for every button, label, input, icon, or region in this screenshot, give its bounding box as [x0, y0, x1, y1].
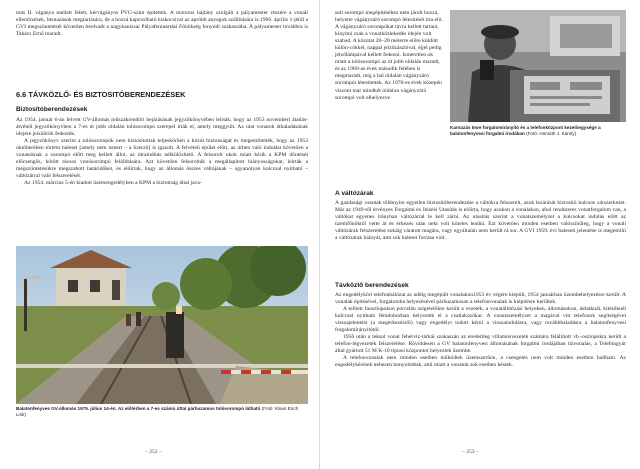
tavkozlo-paragraph-2: A telített faoszlopokon porcelán szigetelőkre került a vezeték, a vonatállítózási helyeken, állomásokon, deltáknál, kitérőknél kulccsal nyitható fémdobozban helyezték el a csatlakozókat. A vonatszemélyzet a magával vitt telefonok segítségével visszajelentést (a megérkezésről) vagy engedélyt tudott kérni a visszaindulásra, vagy továbbhaladásra a balatonfenyvesi forgalomirányítótól. [335, 306, 626, 334]
operator-photo [450, 10, 626, 122]
intro-paragraph-block [16, 10, 308, 38]
subheading-biztositoberendezesek: Biztosítóberendezések [16, 106, 88, 113]
left-photo-credit: (Fotó: Klaus Erich Link) [16, 406, 299, 417]
right-body-block-2 [335, 292, 626, 370]
valtozarak-paragraph: A gazdasági vasutak többnyire egyetlen biztosítóberendezése a váltókra felszerelt, azok lezárását biztosító kulcsos zárszerkezet. Már az 1949-től érvényes Forgalmi és Jelzési Utasítás is előírta, hogy azokon a vonalakon, ahol rendszeres vonatforgalom van, a váltókat egyenes irányban váltózárral le kell zárni. Az utasítás szerint a vonatszemélyzet a kulcsokat indulás előtt az üzemfőnöktől vette át és érkezés után neki volt köteles leadni. Ezt követően minden esetben valószínűleg, hogy a vonali váltózárak felszerelése sokáig váratott magára, vagy egyáltalán nem került rá sor. A GVI 1959. évi baleseti jelentése is megemlíti a váltózárak hiányát, ami sok baleset forrása volt. [335, 200, 626, 242]
tavkozlo-paragraph-1: Az engedélyköri telefonhálózat az addig megépült vonalakon1953 év végére kiépült, 1954 januárban üzembehelyezésre került. A vonalak építésével, forgalomba helyezésével párhuzamosan a telefonvonalak is kiépítésre kerültek. [335, 292, 626, 306]
subheading-tavkozlo: Távközlő berendezések [335, 282, 409, 289]
left-photo-caption [16, 406, 308, 418]
page-number-right: – 253 – [462, 449, 479, 455]
right-photo-caption [450, 125, 626, 137]
right-column-text: solt sorompó megépítéséhez nem járult hozzá, helyette vágányzáró sorompó létesítését írta elő. A vágányzáró sorompókat távra kellett tartani, kinyitni csak a vonatközlekedés idején volt szabad. A közútat 20–20 méterre előre küldött külön-cókkel, nappal jelzőzászlóval, éjjel pedig jelzőlámpával kellett fedezni. Ismeretlen ok miatt a tolósorompó az út jobb oldalán maradt, és az 1960-as évek második felében is megmaradt, míg a bal oldalán vágányzáró sorompót létesítettek. Az 1970-es évek közepén viszont már mindkét oldalon vágányzáró sorompó volt elhelyezve. [335, 10, 443, 101]
paragraph-3: Az 1954. március 5-én kiadott üzemengedélyben a KPM a biztottság által java- [24, 180, 202, 187]
railway-crossing-photo [16, 246, 308, 404]
section-heading: 6.6 TÁVKÖZLŐ- ÉS BIZTOSITÓBERENDEZÉSEK [16, 90, 186, 99]
paragraph-2: A jegyzőkönyv szerint a tolósorompók nem biztosítottak teljeskörűen a közút biztonságát és megemlítették, hogy az 1953 októberében történt baleset [amely nem ismert – a Szerző] is igazolt. A felvételi épület előtt, az úrhen való indulást követően a vonatoknak a sorompó előtt meg kellett állni, az útrainditás nélkülözhető. A felsorolt okok miatt kérik a KPM döntését előcsengős, kötött rácsos vonósorompó felállítására. Azt követően felsorolták a megállapított hiányosságokat, leírták a megszüntetésükre megszabott határidőket, és előírtak, hogy az állomás összes váltójának – sgyanolyan kulccsal nyitható – váltózárral való felszerelését. [16, 138, 308, 180]
tavkozlo-paragraph-3: 1956 után a teksal vonal fehérvíz-tárkái szakaszán az eredetileg villamosvezeték számára felállított vb.-oszlopokra került a telefon-légvezeték felszerelése. Röviddesen a GV balatonfenyvesi állomásának forgalmi irodájában tizvonalas, a Telefongyár által gyártott 51 M K-10 típusú központot helyeztek üzembe. [335, 334, 626, 355]
right-body-block-1 [335, 200, 626, 242]
subheading-valtozarak: A váltózárak [335, 190, 374, 197]
page-number-left: – 252 – [145, 449, 162, 455]
paragraph-1: Az 1954. január 6-án felvett GV-állomás műszakrendőri bejárásának jegyzőkönyvében leírták, hogy az 1953 novemberi átadás-átvételi jegyzőkönyvben a 7-es út jobb oldalán tolósorompó szerepel írták el, amely meggyült. Az utat vonatok áthaladásának idejére jelzőőrök fedezték. [16, 117, 308, 138]
right-page [320, 0, 640, 469]
right-photo-caption-text: Karnazás Imre forgalomirányító és a telefonközpont kezelőegysége a balatonfenyvesi forgalmi irodában [450, 125, 601, 136]
intro-paragraph: más II. vágánya mellett feltét, kérvágányos PVG-szint építettek. A motoros hajtány szolgált a pályamester részére a vonali ellenőrzések, beutazások megtartására, de a hozzá kapcsolható kiskocsival az apróbb anyagok szállítására is.1960. április 1-jétől a GVI megszüntetését követően beolvadt a nagykanizsai Pályafenntartási Főnökség fonyódi szakaszába. A pályamester továbbra is Takács Ernő maradt. [16, 10, 308, 38]
right-photo-credit: (Fotó: Horváth J. Károly) [526, 131, 577, 136]
left-photo-caption-text: Balatonfenyves GV-állomás 1975. július 14-én. Az előtérben a 7-es számú úttal párhuzamos tolósorompó látható [16, 406, 261, 411]
left-body-block [16, 117, 308, 187]
tavkozlo-paragraph-4: A telefonvonalak nem minden esetben működtek üzemszerűen, a csengetés nem volt minden esetben hallható. Az engedélykérések nehezen bonyolódtak, ami miatt a vonatok sok esetben késtek. [335, 355, 626, 369]
right-column-block [335, 10, 445, 102]
